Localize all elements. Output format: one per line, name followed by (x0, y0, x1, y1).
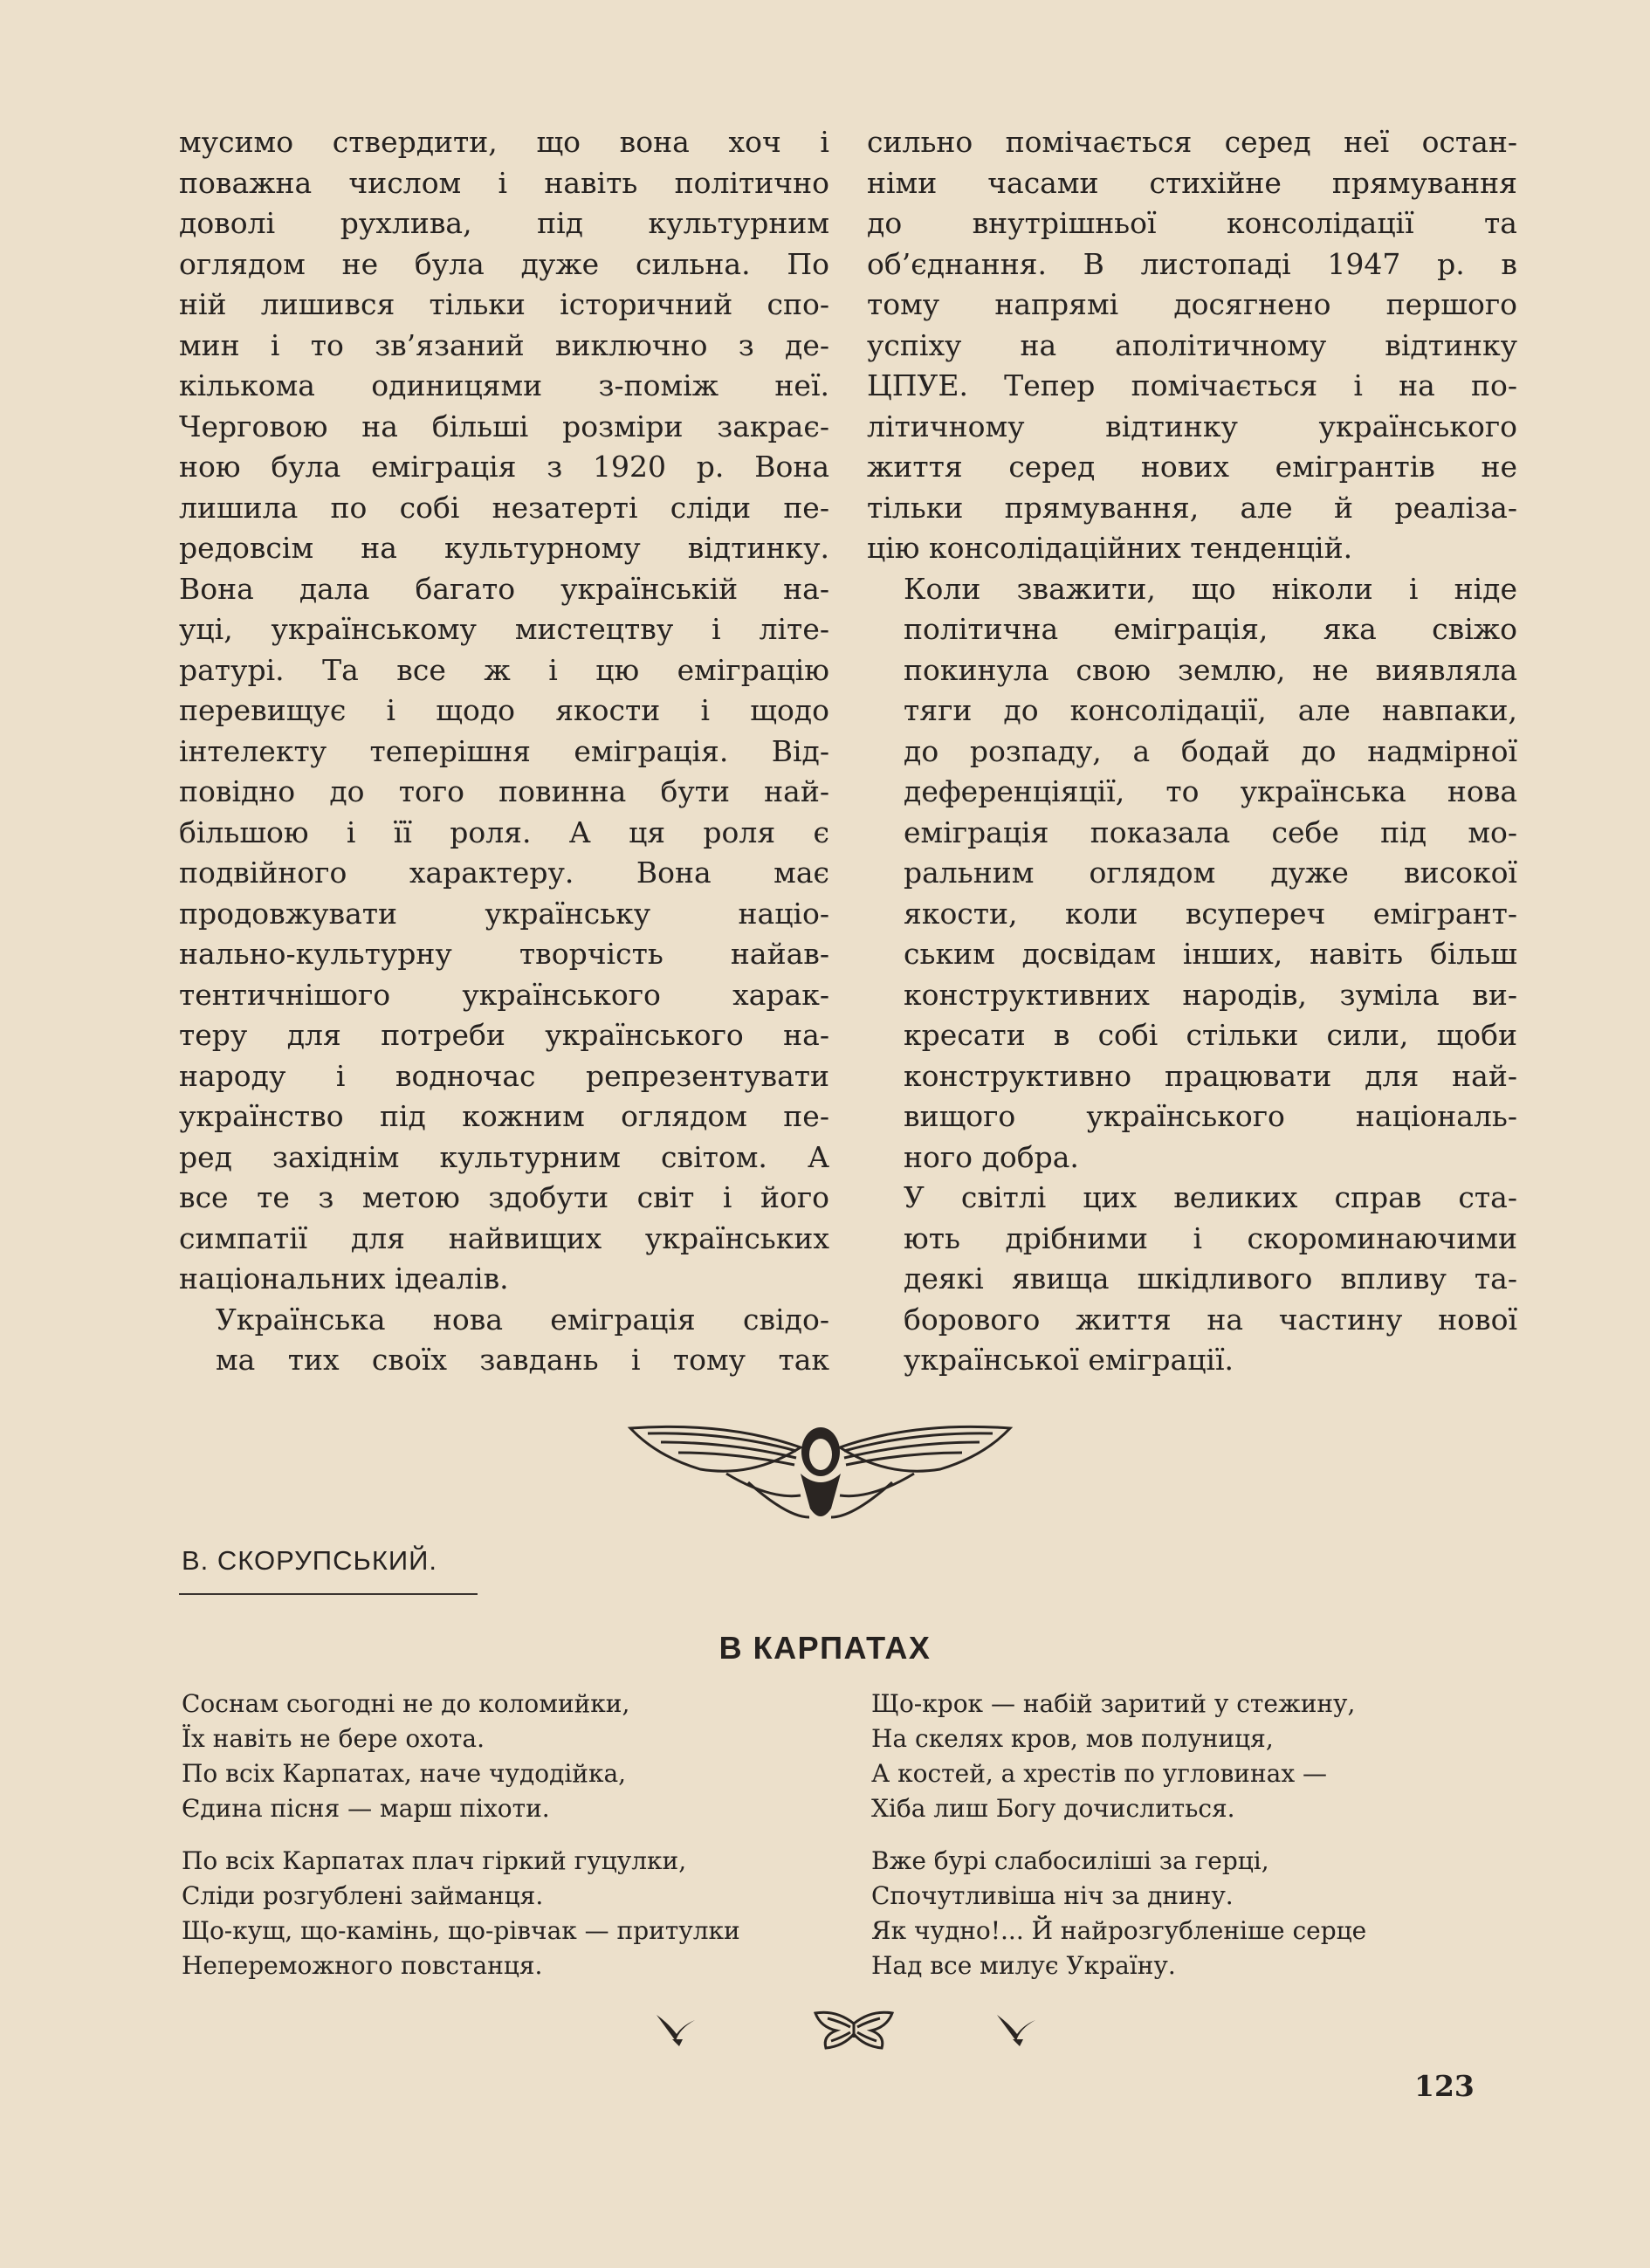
text-line: кількома одиницями з-поміж неї. (179, 368, 829, 402)
text-line: деференціяції, то українська нова (904, 774, 1517, 808)
text-line: до внутрішньої консолідації та (867, 206, 1517, 240)
bird-vignette-icon (993, 2008, 1039, 2048)
bird-vignette-icon (653, 2008, 698, 2048)
text-line: тентичнішого українського харак- (179, 977, 829, 1012)
text-line: все те з метою здобути світ і його (179, 1180, 829, 1214)
text-line: життя серед нових емігрантів не (867, 450, 1517, 484)
text-line: Українська нова еміграція свідо- (216, 1302, 829, 1337)
text-line: повідно до того повинна бути най- (179, 774, 829, 808)
poem-author: В. СКОРУПСЬКИЙ. (182, 1545, 438, 1576)
text-line: конструктивно працювати для най- (904, 1058, 1517, 1093)
text-line: ма тих своїх завдань і тому так (216, 1343, 829, 1377)
butterfly-vignette-icon (810, 2008, 897, 2052)
text-line: ною була еміграція з 1920 р. Вона (179, 450, 829, 484)
text-line: лишила по собі незатерті сліди пе- (179, 490, 829, 525)
text-line: ральним оглядом дуже високої (904, 856, 1517, 890)
text-line: ЦПУЕ. Тепер помічається і на по- (867, 368, 1517, 402)
text-line: покинула свою землю, не виявляла (904, 652, 1517, 687)
text-line: Черговою на більші розміри закрає- (179, 409, 829, 443)
text-line: тому напрямі досягнено першого (867, 287, 1517, 321)
text-line: української еміграції. (904, 1343, 1234, 1377)
text-line: політична еміграція, яка свіжо (904, 612, 1517, 646)
poem-title: В КАРПАТАХ (718, 1630, 932, 1666)
text-line: народу і водночас репрезентувати (179, 1058, 829, 1093)
poem-verse: Що-крок — набій заритий у стежину, (871, 1689, 1356, 1718)
poem-verse: Спочутливіша ніч за днину. (871, 1881, 1234, 1910)
text-line: Коли зважити, що ніколи і ніде (904, 571, 1517, 606)
poem-verse: Над все милує Україну. (871, 1951, 1176, 1980)
text-line: більшою і її роля. А ця роля є (179, 814, 829, 849)
text-line: ють дрібними і скороминаючими (904, 1220, 1517, 1255)
text-line: ред західнім культурним світом. А (179, 1139, 829, 1174)
paragraph (867, 122, 1517, 569)
poem-stanza (871, 1844, 1535, 1983)
poem-stanza (182, 1844, 845, 1983)
text-line: інтелекту теперішня еміграція. Від- (179, 733, 829, 768)
text-line: літичному відтинку українського (867, 409, 1517, 443)
text-line: українство під кожним оглядом пе- (179, 1099, 829, 1133)
paragraph (867, 1178, 1517, 1381)
text-line: конструктивних народів, зуміла ви- (904, 977, 1517, 1012)
poem-verse: Їх навіть не бере охота. (182, 1724, 485, 1753)
text-line: якости, коли всупереч емігрант- (904, 896, 1517, 931)
text-line: цію консолідаційних тенденцій. (867, 531, 1353, 565)
text-line: перевищує і щодо якости і щодо (179, 693, 829, 727)
poem-verse: Як чудно!... Й найрозгубленіше серце (871, 1916, 1367, 1945)
winged-head-ornament (622, 1412, 1019, 1528)
text-line: німи часами стихійне прямування (867, 165, 1517, 200)
paragraph (179, 122, 829, 1300)
text-line: до розпаду, а бодай до надмірної (904, 733, 1517, 768)
poem-stanza (871, 1687, 1535, 1826)
poem-stanza (182, 1687, 845, 1826)
poem-verse: А костей, а хрестів по угловинах — (871, 1759, 1328, 1788)
text-line: доволі рухлива, під культурним (179, 206, 829, 240)
text-line: уці, українському мистецтву і літе- (179, 612, 829, 646)
text-line: ній лишився тільки історичний спо- (179, 287, 829, 321)
text-line: оглядом не була дуже сильна. По (179, 246, 829, 281)
text-line: поважна числом і навіть політично (179, 165, 829, 200)
text-line: тяги до консолідації, але навпаки, (904, 693, 1517, 727)
text-line: Вона дала багато українській на- (179, 571, 829, 606)
poem-verse: Сліди розгублені займанця. (182, 1881, 544, 1910)
text-line: нально-культурну творчість найав- (179, 937, 829, 971)
right-column (867, 122, 1517, 1381)
page-number: 123 (1414, 2069, 1475, 2103)
text-line: продовжувати українську націо- (179, 896, 829, 931)
text-line: об’єднання. В листопаді 1947 р. в (867, 246, 1517, 281)
left-column (179, 122, 829, 1381)
text-line: теру для потреби українського на- (179, 1018, 829, 1052)
text-line: ським досвідам інших, навіть більш (904, 937, 1517, 971)
text-line: борового життя на частину нової (904, 1302, 1517, 1337)
poem-verse: Хіба лиш Богу дочислиться. (871, 1794, 1235, 1823)
poem-verse: Що-кущ, що-камінь, що-рівчак — притулки (182, 1916, 740, 1945)
text-line: успіху на аполітичному відтинку (867, 327, 1517, 362)
paragraph (179, 1300, 829, 1381)
poem-verse: По всіх Карпатах плач гіркий гуцулки, (182, 1846, 687, 1875)
poem-verse: По всіх Карпатах, наче чудодійка, (182, 1759, 627, 1788)
text-line: сильно помічається серед неї остан- (867, 125, 1517, 159)
text-line: редовсім на культурному відтинку. (179, 531, 829, 565)
poem-verse: На скелях кров, мов полуниця, (871, 1724, 1274, 1753)
paragraph (867, 569, 1517, 1179)
text-line: мусимо ствердити, що вона хоч і (179, 125, 829, 159)
text-line: кресати в собі стільки сили, щоби (904, 1018, 1517, 1052)
text-line: еміграція показала себе під мо- (904, 814, 1517, 849)
poem-verse: Соснам сьогодні не до коломийки, (182, 1689, 630, 1718)
text-line: деякі явища шкідливого впливу та- (904, 1261, 1517, 1296)
poem-verse: Єдина пісня — марш піхоти. (182, 1794, 550, 1823)
text-line: мин і то зв’язаний виключно з де- (179, 327, 829, 362)
text-line: національних ідеалів. (179, 1261, 509, 1296)
poem-verse: Непереможного повстанця. (182, 1951, 543, 1980)
text-line: У світлі цих великих справ ста- (904, 1180, 1517, 1214)
divider (179, 1593, 478, 1595)
text-line: ного добра. (904, 1139, 1079, 1174)
text-line: вищого українського національ- (904, 1099, 1517, 1133)
text-line: симпатії для найвищих українських (179, 1220, 829, 1255)
text-line: подвійного характеру. Вона має (179, 856, 829, 890)
text-line: тільки прямування, але й реаліза- (867, 490, 1517, 525)
text-line: ратурі. Та все ж і цю еміграцію (179, 652, 829, 687)
poem-verse: Вже бурі слабосиліші за герці, (871, 1846, 1269, 1875)
